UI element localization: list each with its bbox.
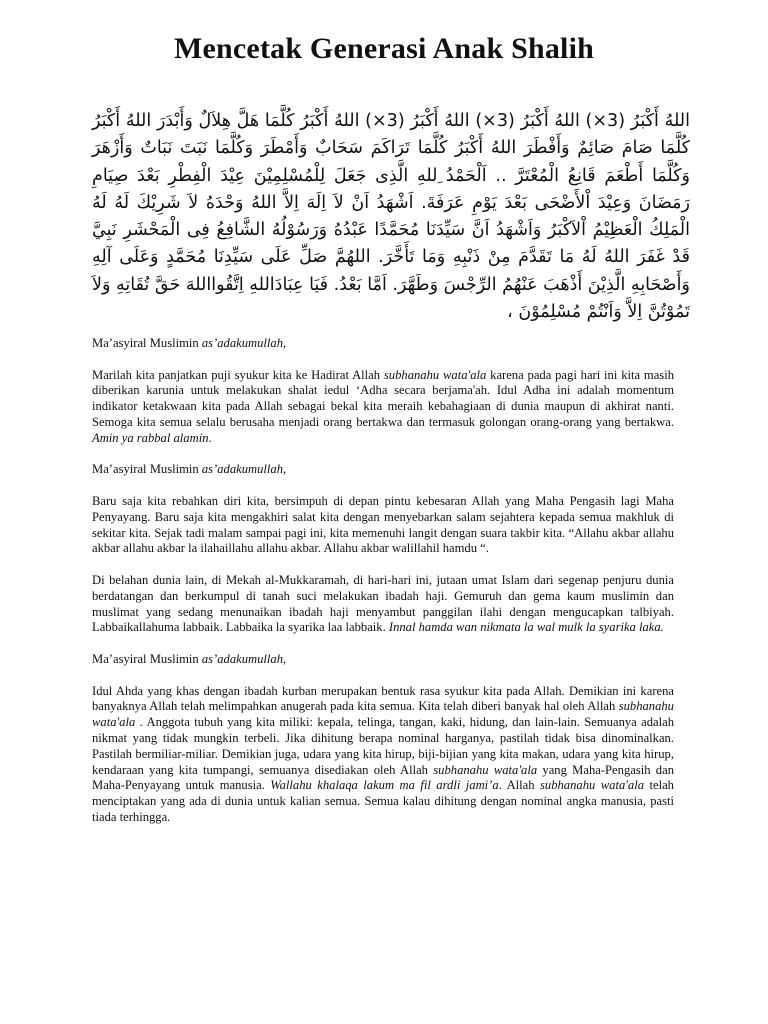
paragraph-prayer-reflection: Baru saja kita rebahkan diri kita, bersimpuh di depan pintu kebesaran Allah yang Maha Pengasih lagi Maha Penyayang. Baru saja kita mengakhiri salat kita dengan menyebarkan salam sejahtera kepada semua makhluk di sekitar kita. Sejak tadi malam sampai pagi ini, kita memenuhi langit dengan suara takbir kita. “Allahu akbar allahu akbar allahu akbar la ilahaillahu allahu akbar. Allahu akbar walillahil hamdu “. [92,493,674,556]
page-title: Mencetak Generasi Anak Shalih [174,32,594,65]
paragraph-qurban-gratitude: Idul Ahda yang khas dengan ibadah kurban merupakan bentuk rasa syukur kita pada Allah. Demikian ini karena banyaknya Allah telah melimpahkan anugerah pada kita semua. Kita telah diberi banyak hal oleh Allah subhanahu wata'ala . Anggota tubuh yang kita miliki: kepala, telinga, tangan, kaki, hidung, dan lain-lain. Semuanya adalah nikmat yang tidak mungkin terbeli. Jika dihitung berapa nominal harganya, pastilah tidak bisa dinominalkan. Pastilah bermiliar-miliar. Demikian juga, udara yang kita hirup, biji-bijian yang kita makan, udara yang kita hirup, kendaraan yang kita tumpangi, semuanya disediakan oleh Allah subhanahu wata'ala yang Maha-Pengasih dan Maha-Penyayang untuk manusia. Wallahu khalaqa lakum ma fil ardli jami’a. Allah subhanahu wata'ala telah menciptakan yang ada di dunia untuk kalian semua. Semua kalau dihitung dengan nominal angka manusia, pasti tiada terhingga. [92,683,674,824]
paragraph-hajj: Di belahan dunia lain, di Mekah al-Mukkaramah, di hari-hari ini, jutaan umat Islam dari segenap penjuru dunia berdatangan dan berkumpul di tanah suci melakukan ibadah haji. Gemuruh dan gema kaum muslimin dan muslimat yang sedang menunaikan ibadah haji menyambut panggilan ilahi dengan mengucapkan talbiyah. Labbaikallahuma labbaik. Labbaika la syarika laa labbaik. Innal hamda wan nikmata la wal mulk la syarika laka. [92,572,674,635]
paragraph-salutation-2: Ma’asyiral Muslimin as’adakumullah, [92,462,287,477]
document-body [92,336,674,842]
paragraph-opening-praise: Marilah kita panjatkan puji syukur kita ke Hadirat Allah subhanahu wata'ala karena pada pagi hari ini kita masih diberikan karunia untuk melakukan shalat iedul ‘Adha secara berjama'ah. Idul Adha ini adalah momentum indikator ketakwaan kita pada Allah sebagai bekal kita meraih kebahagiaan di dunia maupun di akhirat nanti. Semoga kita semua selalu berusaha menjadi orang bertakwa dan termasuk golongan orang-orang yang bertakwa. Amin ya rabbal alamin. [92,367,674,445]
arabic-opening-text: اللهُ أَكْبَرُ (3×) اللهُ أَكْبَرُ (3×) اللهُ أَكْبَرُ (3×) اللهُ أَكْبَرُ كُلَّمَا هَلَّ هِلاَلٌ وَأَبْدَرَ اللهُ أَكْبَرُ كُلَّمَا صَامَ صَائِمٌ وَأَفْطَرَ اللهُ أَكْبَرُ كُلَّمَا تَرَاكَمَ سَحَابٌ وَأَمْطَرَ وَكُلَّمَا نَبَتَ نَبَاتٌ وَأَزْهَرَ وَكُلَّمَا أَطْعَمَ قَانِعُ الْمُعْتَرَّ .. اَلْحَمْدُ ِللهِ الَّذِى جَعَلَ لِلْمُسْلِمِيْنَ عِيْدَ الْفِطْرِ بَعْدَ صِيَامِ رَمَضَانَ وَعِيْدَ اْلأَضْحَى بَعْدَ يَوْمِ عَرَفَةَ. اَشْهَدُ اَنْ لاَ اِلَهَ اِلاَّ اللهُ وَحْدَهُ لاَ شَرِيْكَ لَهُ لَهُ الْمَلِكُ الْعَظِيْمُ اْلاَكْبَرُ وَاَشْهَدُ اَنَّ سَيِّدَنَا مُحَمَّدًا عَبْدُهُ وَرَسُوْلُهُ الشَّافِعُ فِى الْمَحْشَرِ نَبِيَّ قَدْ غَفَرَ اللهُ لَهُ مَا تَقَدَّمَ مِنْ ذَنْبِهِ وَمَا تَأَخَّرَ. اللهُمَّ صَلِّ عَلَى سَيِّدِنَا مُحَمَّدٍ وَعَلَى آلِهِ وَأَصْحَابِهِ الَّذِيْنَ أَذْهَبَ عَنْهُمُ الرِّجْسَ وَطَهَّرَ. اَمَّا بَعْدُ. فَيَا عِبَادَاللهِ اِتَّقُوااللهَ حَقَّ تُقَاتِهِ وَلاَ تَمُوْتُنَّ اِلاَّ وَاَنْتُمْ مُسْلِمُوْنَ ، [92,111,690,323]
paragraph-salutation-3: Ma’asyiral Muslimin as’adakumullah, [92,651,287,666]
paragraph-salutation-1: Ma’asyiral Muslimin as’adakumullah, [92,336,287,350]
